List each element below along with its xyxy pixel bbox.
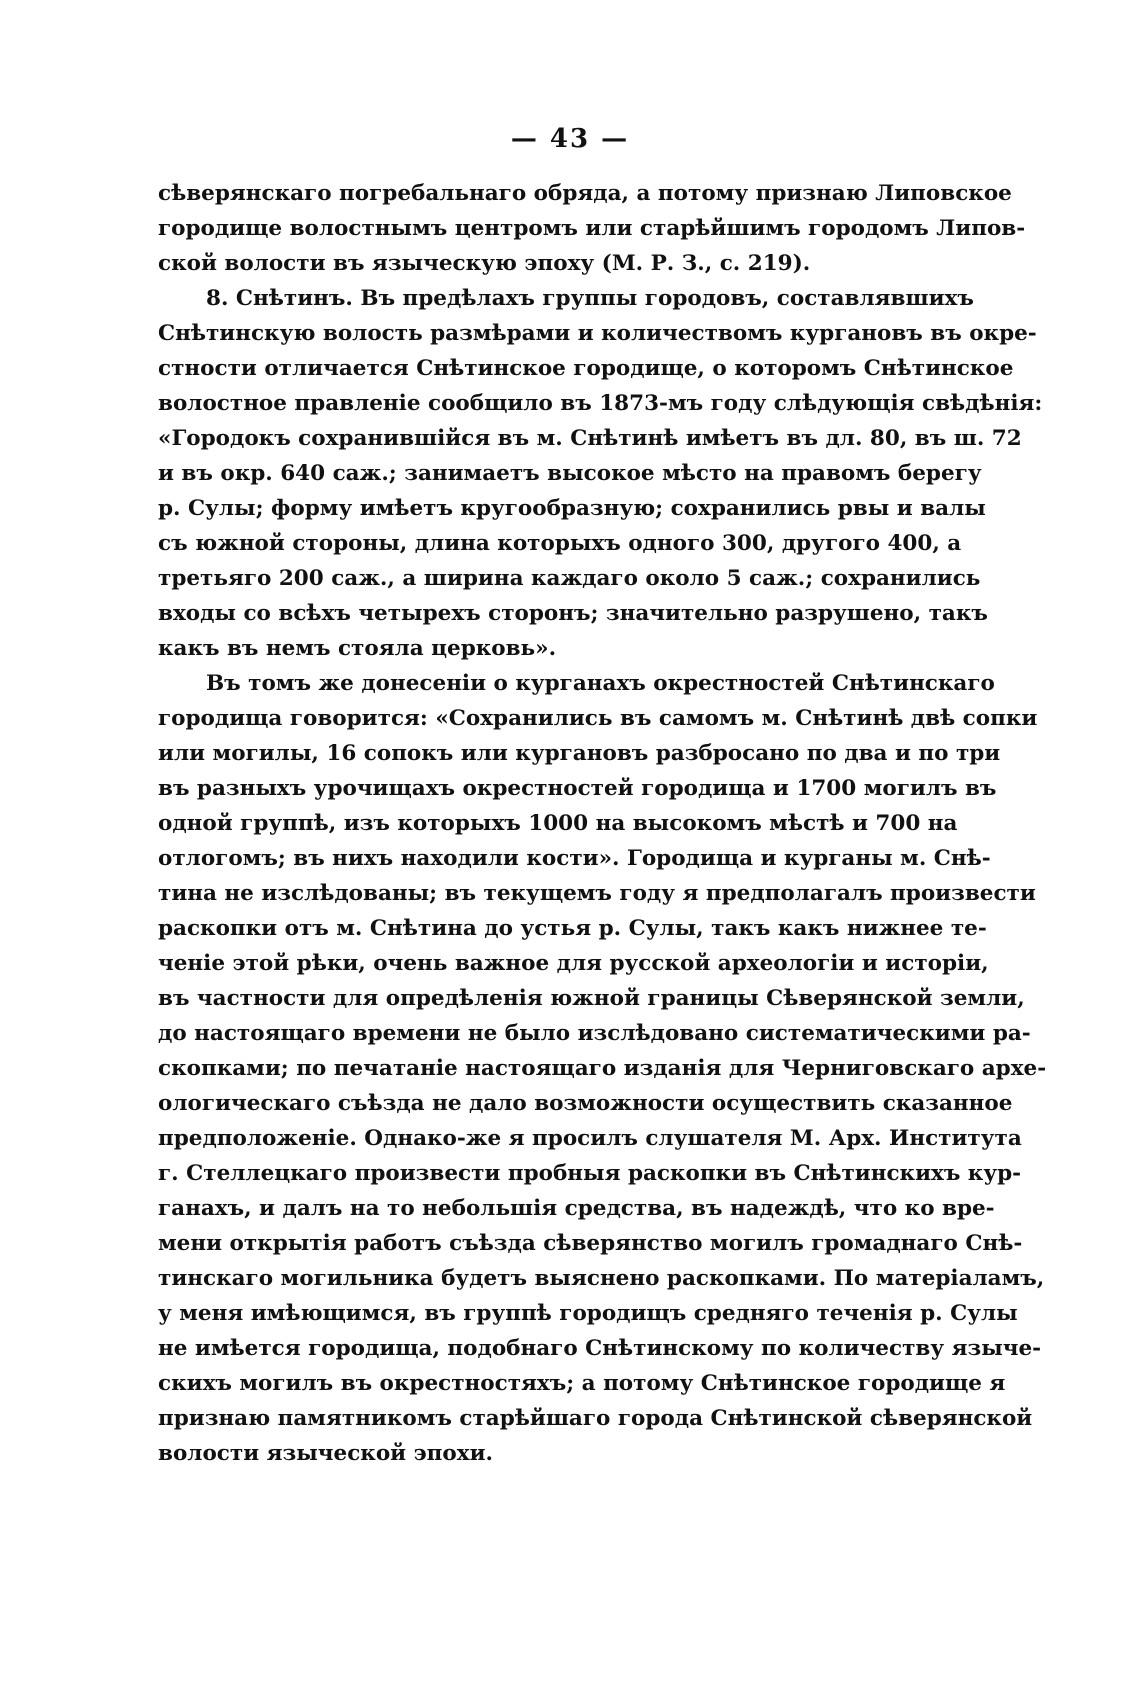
text-line: одной группѣ, изъ которыхъ 1000 на высокомъ мѣстѣ и 700 на: [158, 811, 958, 836]
text-line: отлогомъ; въ нихъ находили кости». Городища и курганы м. Снѣ-: [158, 846, 991, 871]
text-line: ологическаго съѣзда не дало возможности осуществить сказанное: [158, 1091, 1013, 1116]
text-line: сѣверянскаго погребальнаго обряда, а потому признаю Липовское: [158, 181, 1012, 206]
text-line: въ разныхъ урочищахъ окрестностей городища и 1700 могилъ въ: [158, 776, 997, 801]
text-line: Въ томъ же донесеніи о курганахъ окрестностей Снѣтинскаго: [206, 671, 995, 696]
text-line: признаю памятникомъ старѣйшаго города Снѣтинской сѣверянской: [158, 1406, 1033, 1431]
text-line: у меня имѣющимся, въ группѣ городищъ средняго теченія р. Сулы: [158, 1301, 1018, 1326]
text-line: съ южной стороны, длина которыхъ одного 300, другого 400, а: [158, 531, 962, 556]
text-line: въ частности для опредѣленія южной границы Сѣверянской земли,: [158, 986, 1025, 1011]
section-heading: 8. Снѣтинъ.: [206, 286, 353, 311]
body-text: [158, 176, 1047, 1471]
text-line: волостное правленіе сообщило въ 1873-мъ году слѣдующія свѣдѣнія:: [158, 391, 1043, 416]
text-line: не имѣется городища, подобнаго Снѣтинскому по количеству языче-: [158, 1336, 1042, 1361]
text-line: третьяго 200 саж., а ширина каждаго около 5 саж.; сохранились: [158, 566, 981, 591]
text-line: раскопки отъ м. Снѣтина до устья р. Сулы, такъ какъ нижнее те-: [158, 916, 987, 941]
text-line: ганахъ, и далъ на то небольшія средства, въ надеждѣ, что ко вре-: [158, 1196, 995, 1221]
text-line: волости языческой эпохи.: [158, 1441, 494, 1466]
text-line: мени открытія работъ съѣзда сѣверянство могилъ громаднаго Снѣ-: [158, 1231, 1023, 1256]
text-line: входы со всѣхъ четырехъ сторонъ; значительно разрушено, такъ: [158, 601, 988, 626]
text-line: скихъ могилъ въ окрестностяхъ; а потому Снѣтинское городище я: [158, 1371, 1006, 1396]
text-line: городище волостнымъ центромъ или старѣйшимъ городомъ Липов-: [158, 216, 1026, 241]
text-line: какъ въ немъ стояла церковь».: [158, 636, 557, 661]
text-line-rest: Въ предѣлахъ группы городовъ, составлявшихъ: [360, 286, 974, 311]
text-line: ской волости въ языческую эпоху (М. Р. З., с. 219).: [158, 251, 811, 276]
text-line: стности отличается Снѣтинское городище, о которомъ Снѣтинское: [158, 356, 1014, 381]
text-line: «Городокъ сохранившійся въ м. Снѣтинѣ имѣетъ въ дл. 80, въ ш. 72: [158, 426, 1022, 451]
text-line: ченіе этой рѣки, очень важное для русской археологіи и исторіи,: [158, 951, 989, 976]
text-line: предположеніе. Однако-же я просилъ слушателя М. Арх. Института: [158, 1126, 1022, 1151]
text-line: г. Стеллецкаго произвести пробныя раскопки въ Снѣтинскихъ кур-: [158, 1161, 1022, 1186]
page-number: — 43 —: [510, 124, 630, 154]
text-line: Снѣтинскую волость размѣрами и количествомъ кургановъ въ окре-: [158, 321, 1037, 346]
text-line: скопками; по печатаніе настоящаго изданія для Черниговскаго архе-: [158, 1056, 1047, 1081]
text-line: или могилы, 16 сопокъ или кургановъ разбросано по два и по три: [158, 741, 1001, 766]
text-line: тинскаго могильника будетъ выяснено раскопками. По матеріаламъ,: [158, 1266, 1045, 1291]
text-line: до настоящаго времени не было изслѣдовано систематическими ра-: [158, 1021, 1031, 1046]
text-line: городища говорится: «Сохранились въ самомъ м. Снѣтинѣ двѣ сопки: [158, 706, 1038, 731]
text-line: [158, 281, 974, 316]
text-line: р. Сулы; форму имѣетъ кругообразную; сохранились рвы и валы: [158, 496, 986, 521]
text-line: и въ окр. 640 саж.; занимаетъ высокое мѣсто на правомъ берегу: [158, 461, 982, 486]
text-line: тина не изслѣдованы; въ текущемъ году я предполагалъ произвести: [158, 881, 1036, 906]
